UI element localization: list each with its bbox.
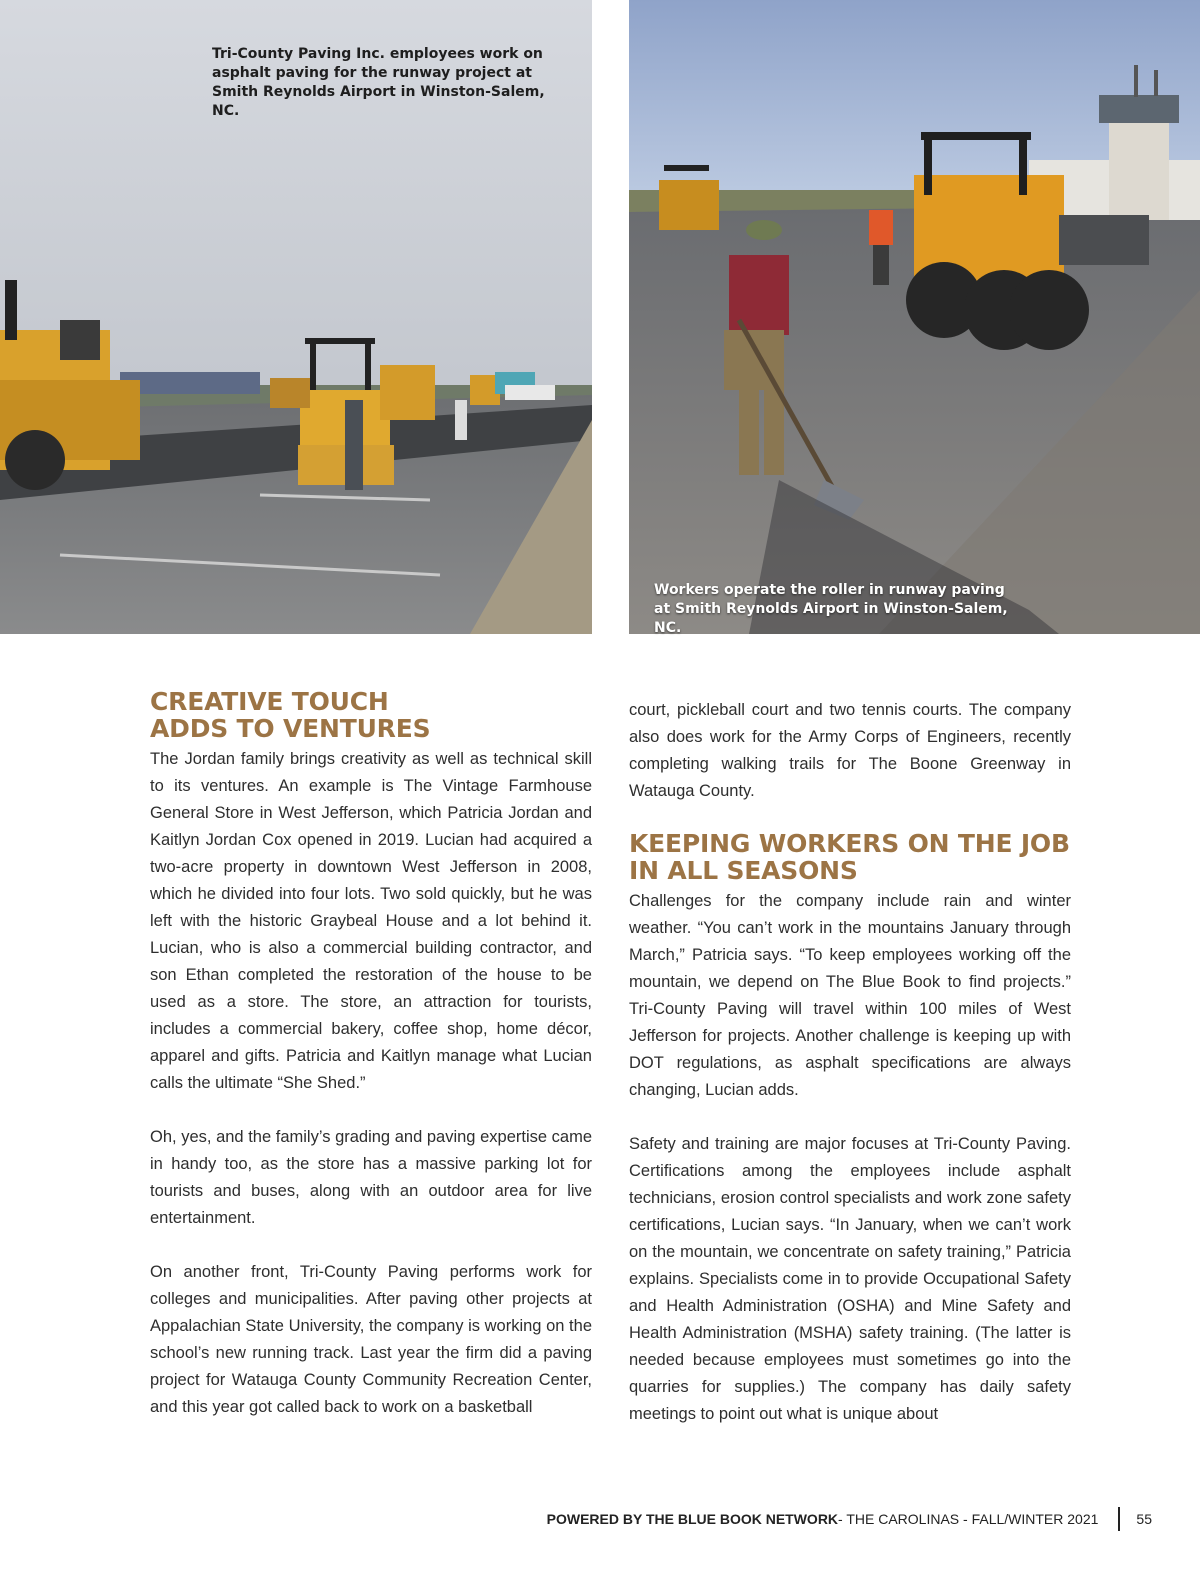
footer-brand: POWERED BY THE BLUE BOOK NETWORK [546,1511,839,1527]
article-paragraph: Oh, yes, and the family’s grading and paving expertise came in handy too, as the store has a massive parking lot for tourists and buses, along with an outdoor area for live entertainment. [150,1128,592,1227]
page-number: 55 [1136,1511,1152,1527]
photo-worker-shovel-roller [629,0,1200,634]
section-heading-creative-touch [150,688,592,742]
section-heading-keeping-workers [629,830,1071,884]
article-paragraph: Challenges for the company include rain and winter weather. “You can’t work in the mountains January through March,” Patricia says. “To keep employees working off the mountain, we depend on The Blue Book to find projects.” Tri-County Paving will travel within 100 miles of West Jefferson for projects. Another challenge is keeping up with DOT regulations, as asphalt specifications are always changing, Lucian adds. [629,892,1071,1099]
page-footer [547,1506,1152,1532]
article-column-right [629,697,1071,1428]
photo-caption-left: Tri-County Paving Inc. employees work on asphalt paving for the runway project at Smith Reynolds Airport in Winston-Salem, NC. [212,46,545,119]
article-paragraph: Safety and training are major focuses at Tri-County Paving. Certifications among the employees include asphalt technicians, erosion control specialists and work zone safety certifications, Lucian says. “In January, when we can’t work on the mountain, we concentrate on safety training,” Patricia explains. Specialists come in to provide Occupational Safety and Health Administration (OSHA) and Mine Safety and Health Administration (MSHA) safety training. (The latter is needed because employees must sometimes go into the quarries for supplies.) The company has daily safety meetings to point out what is unique about [629,1135,1071,1423]
footer-divider [1118,1507,1120,1531]
article-column-left [150,688,592,1421]
article-paragraph: The Jordan family brings creativity as well as technical skill to its ventures. An example is The Vintage Farmhouse General Store in West Jefferson, which Patricia Jordan and Kaitlyn Jordan Cox opened in 2019. Lucian had acquired a two-acre property in downtown West Jefferson in 2008, which he divided into four lots. Two sold quickly, but he was left with the historic Graybeal House and a lot behind it. Lucian, who is also a commercial building contractor, and son Ethan completed the restoration of the house to be used as a store. The store, an attraction for tourists, includes a commercial bakery, coffee shop, home décor, apparel and gifts. Patricia and Kaitlyn manage what Lucian calls the ultimate “She Shed.” [150,750,592,1092]
article-paragraph-continued: court, pickleball court and two tennis courts. The company also does work for the Army Corps of Engineers, recently completing walking trails for The Boone Greenway in Watauga County. [629,701,1071,800]
heading-line: IN ALL SEASONS [629,856,858,885]
article-paragraph: On another front, Tri-County Paving performs work for colleges and municipalities. After paving other projects at Appalachian State University, the company is working on the school’s new running track. Last year the firm did a paving project for Watauga County Community Recreation Center, and this year got called back to work on a basketball [150,1263,592,1416]
footer-edition: - THE CAROLINAS - FALL/WINTER 2021 [838,1511,1099,1527]
heading-line: ADDS TO VENTURES [150,714,431,743]
heading-line: CREATIVE TOUCH [150,687,389,716]
heading-line: KEEPING WORKERS ON THE JOB [629,829,1070,858]
photo-caption-right: Workers operate the roller in runway paving at Smith Reynolds Airport in Winston-Salem, NC. [654,582,1008,636]
